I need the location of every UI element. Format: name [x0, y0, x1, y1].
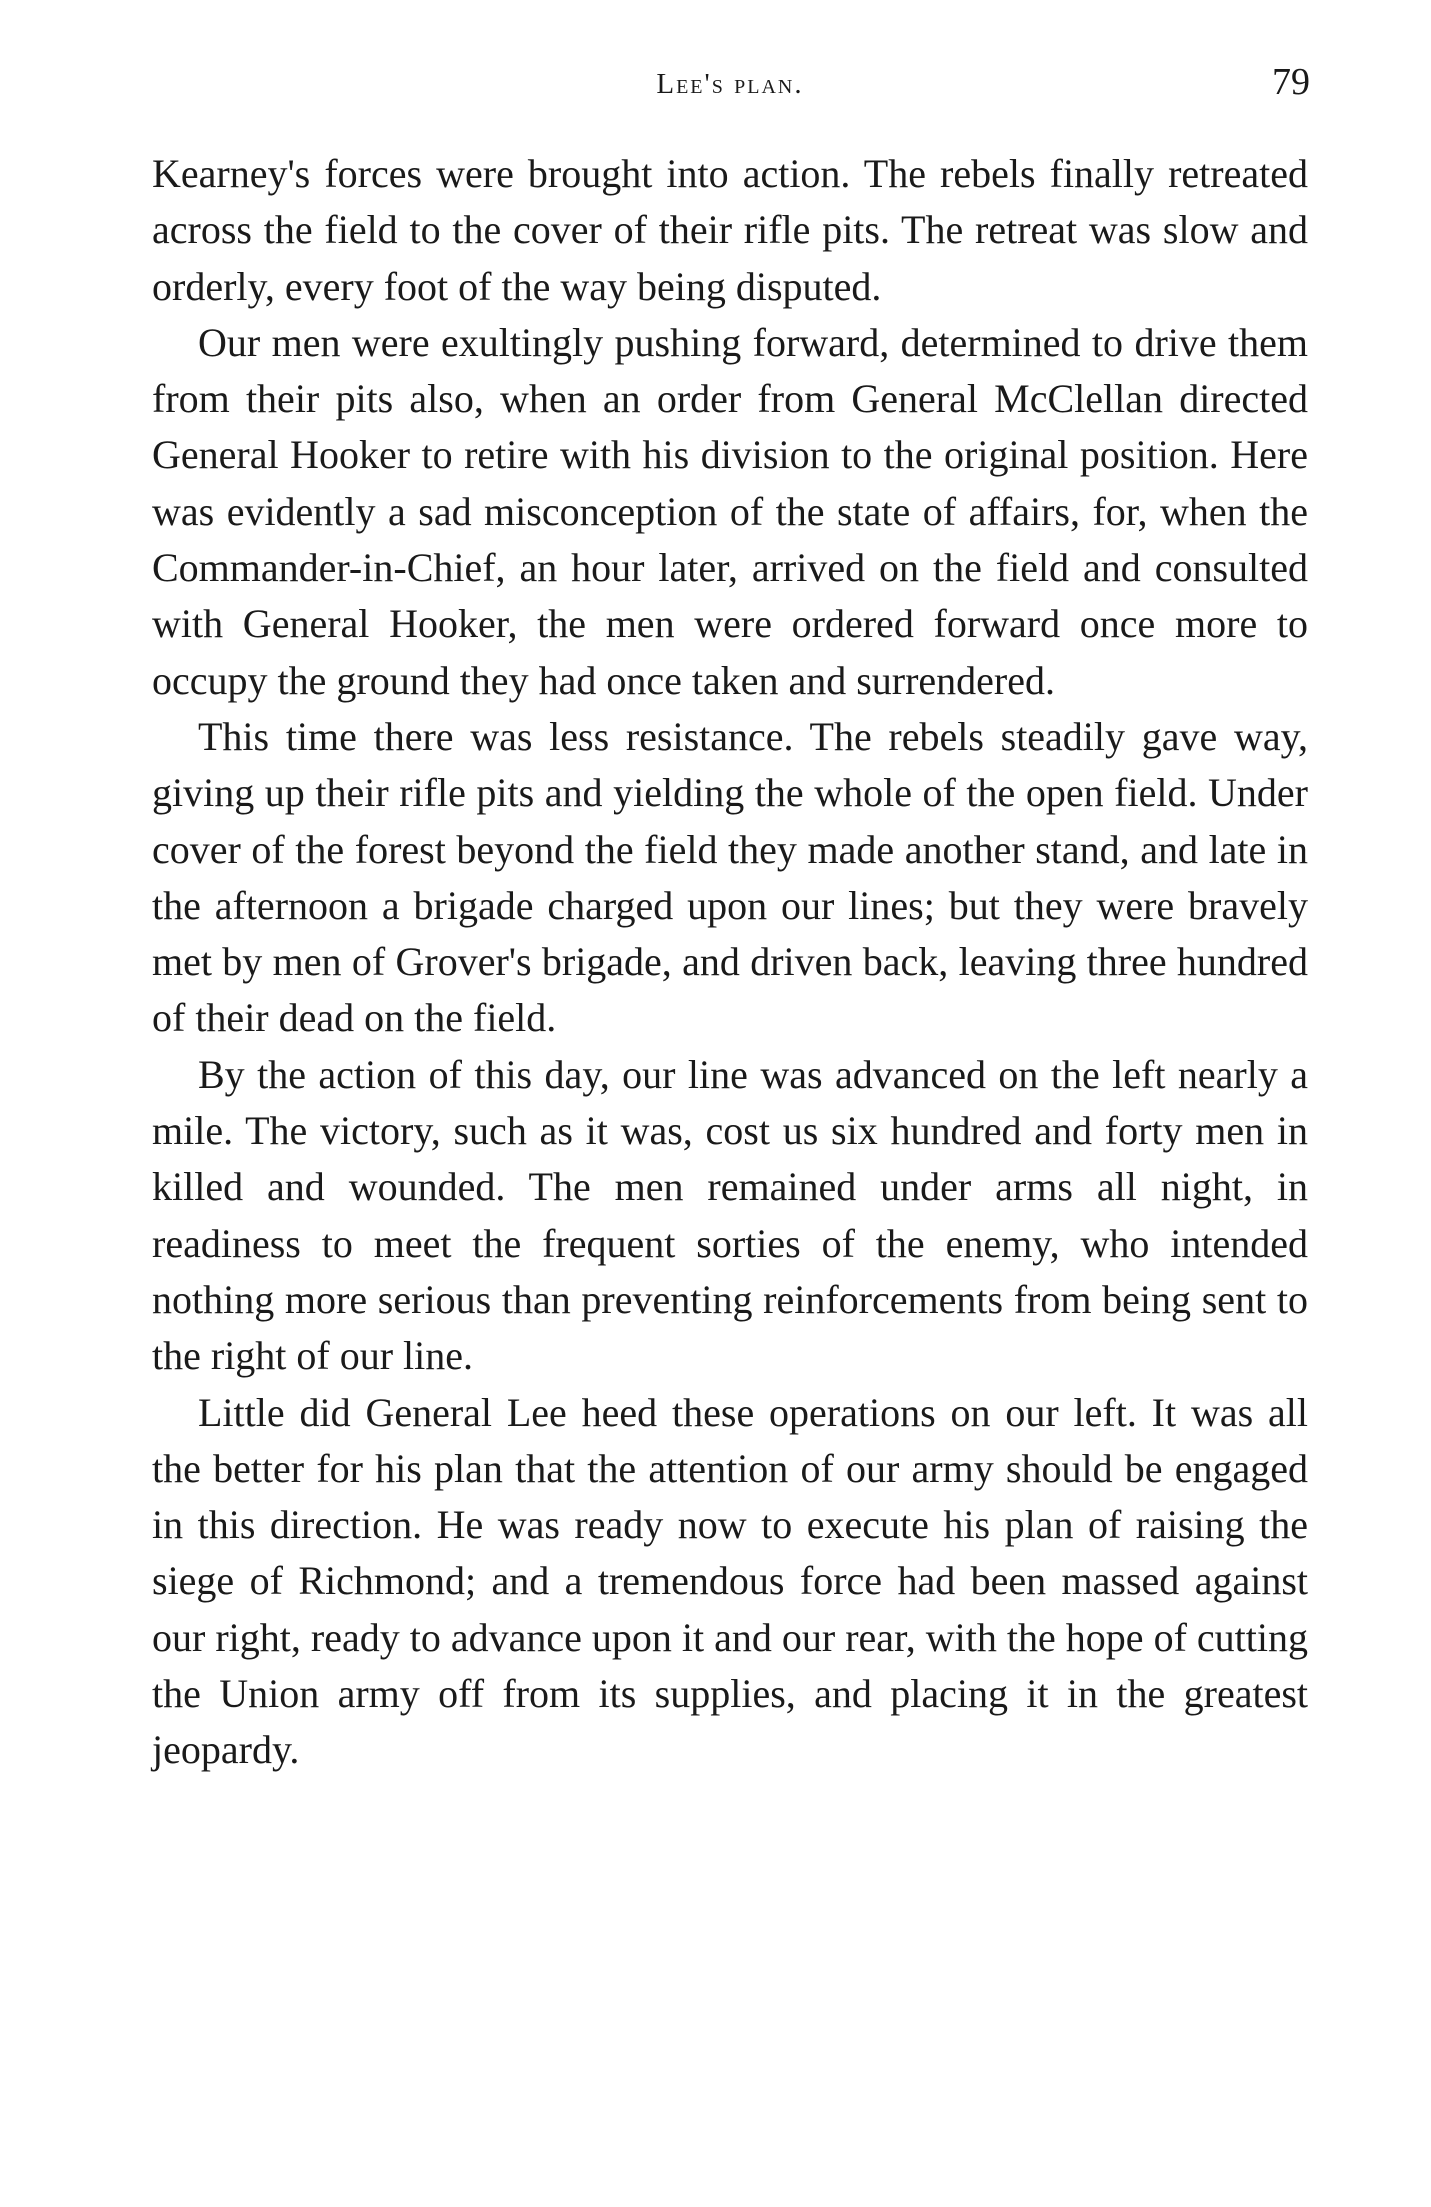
paragraph-5: Little did General Lee heed these operations on our left. It was all the better for his plan that the attention of our army should be engaged in this direction. He was ready now to execute his plan of raising the siege of Richmond; and a tremendous force had been massed against our right, ready to advance upon it and our rear, with the hope of cutting the Union army off from its supplies, and placing it in the greatest jeopardy. — [152, 1389, 1308, 1773]
body-text — [152, 146, 1308, 1779]
page-number: 79 — [1272, 61, 1310, 103]
paragraph-3: This time there was less resistance. The rebels steadily gave way, giving up their rifle pits and yielding the whole of the open field. Under cover of the forest beyond the field they made another stand, and late in the afternoon a brigade charged upon our lines; but they were bravely met by men of Grover's brigade, and driven back, leaving three hundred of their dead on the field. — [152, 713, 1308, 1041]
running-head — [150, 58, 1310, 118]
paragraph-2: Our men were exultingly pushing forward, determined to drive them from their pits also, when an order from General McClellan directed General Hooker to retire with his division to the original position. Here was evidently a sad misconception of the state of affairs, for, when the Commander-in-Chief, an hour later, arrived on the field and consulted with General Hooker, the men were ordered forward once more to occupy the ground they had once taken and surrendered. — [152, 319, 1308, 703]
paragraph-4: By the action of this day, our line was advanced on the left nearly a mile. The victory, such as it was, cost us six hundred and forty men in killed and wounded. The men remained under arms all night, in readiness to meet the frequent sorties of the enemy, who intended nothing more serious than preventing reinforcements from being sent to the right of our line. — [152, 1051, 1308, 1379]
paragraph-1: Kearney's forces were brought into action. The rebels finally retreated across the field to the cover of their rifle pits. The retreat was slow and orderly, every foot of the way being disputed. — [152, 151, 1308, 309]
running-title: Lee's plan. — [656, 68, 804, 100]
